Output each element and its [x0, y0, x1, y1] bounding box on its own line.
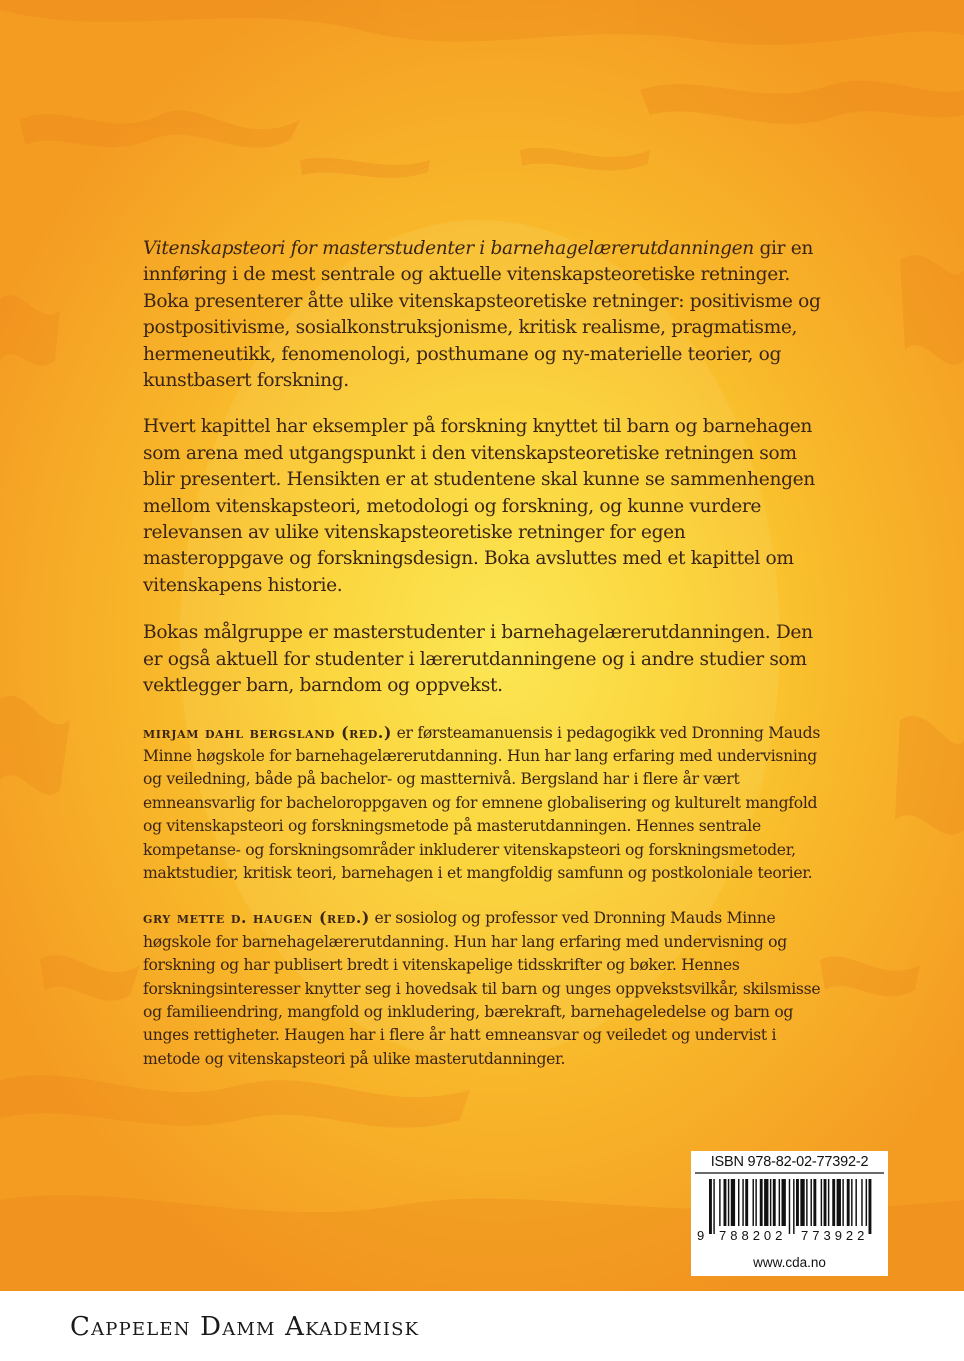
- editor-role-haugen: (red.): [312, 908, 370, 928]
- barcode-bar: [851, 1179, 852, 1226]
- isbn-digit-lead: 9: [697, 1228, 705, 1243]
- isbn-label: ISBN 978-82-02-77392-2: [710, 1154, 869, 1170]
- editor-text-haugen: er sosiolog og professor ved Dronning Mauds Minne høgskole for barnehagelærerutdanning. Hun har lang erfaring med undervisning og forskning og har publisert bredt i vitenskapelige tidsskrifter og bøker. Hennes forskningsinteresser knytter seg i hovedsak til barn og unges oppvekstsvilkår, skilsmisse og familieendring, mangfold og inkludering, bærekraft, barnehageledelse og barn og unges rettigheter. Haugen har i flere år hatt emneansvar og veiledet og undervist i metode og vitenskapsteori på ulike masterutdanninger.: [143, 909, 821, 1068]
- book-title: Vitenskapsteori for masterstudenter i barnehagelærerutdanningen: [143, 238, 754, 259]
- intro-text: gir en innføring i de mest sentrale og aktuelle vitenskapsteoretiske retninger. Boka presenterer åtte ulike vitenskapsteoretiske retninger: positivisme og postpositivisme, sosialkonstruksjonisme, kritisk realisme, pragmatisme, hermeneutikk, fenomenologi, posthumane og ny-materielle teorier, og kunstbasert forskning.: [143, 238, 821, 392]
- barcode-bar: [793, 1179, 794, 1234]
- barcode-bar: [731, 1179, 735, 1226]
- chapter-paragraph: Hvert kapittel har eksempler på forskning knyttet til barn og barnehagen som arena med utgangspunkt i den vitenskapsteoretiske retningen som blir presentert. Hensikten er at studentene skal kunne se sammenhengen mellom vitenskapsteori, metodologi og forskning, og kunne vurdere relevansen av ulike vitenskapsteoretiske retninger for egen masteroppgave og forskningsdesign. Boka avsluttes med et kapittel om vitenskapens historie.: [143, 416, 815, 596]
- editor-role-bergsland: (red.): [335, 722, 392, 742]
- isbn-digit-group-right: 773922: [801, 1228, 869, 1243]
- publisher-logo: Cappelen Damm Akademisk: [70, 1312, 420, 1342]
- barcode-bar: [738, 1179, 739, 1226]
- barcode-bar: [821, 1179, 822, 1226]
- barcode-bar: [755, 1179, 756, 1226]
- barcode-bar: [832, 1179, 835, 1226]
- barcode-bar: [811, 1179, 812, 1226]
- barcode-bar: [847, 1179, 850, 1226]
- barcode-bar: [773, 1179, 776, 1226]
- barcode-bar: [869, 1179, 872, 1234]
- editor-name-haugen: gry mette d. haugen: [143, 908, 313, 928]
- barcode-bar: [770, 1179, 771, 1226]
- barcode-bar: [753, 1179, 754, 1226]
- barcode-bar: [779, 1179, 780, 1226]
- barcode-bar: [824, 1179, 827, 1226]
- barcode-bar: [855, 1179, 856, 1226]
- barcode-bar: [782, 1179, 786, 1226]
- barcode-bar: [789, 1179, 790, 1234]
- barcode-bar: [745, 1179, 748, 1226]
- publisher-website[interactable]: www.cda.no: [753, 1255, 826, 1270]
- back-cover-text: [143, 236, 823, 1092]
- editor-text-bergsland: er førsteamanuensis i pedagogikk ved Dronning Mauds Minne høgskole for barnehagelærerutdanning. Hun har lang erfaring med undervisning og veiledning, både på bachelor- og mastternivå. Bergsland har i flere år vært emneansvarlig for bacheloroppgaven og for emnene globalisering og kulturelt mangfold og vitenskapsteori og forskningsmetode på masterutdanningen. Hennes sentrale kompetanse- og forskningsområder inkluderer vitenskapsteori og forskningsmetoder, maktstudier, kritisk teori, barnehagen i et mangfoldig samfunn og postkoloniale teorier.: [143, 723, 821, 882]
- barcode-bar: [837, 1179, 841, 1226]
- isbn-barcode: [691, 1151, 888, 1276]
- barcode-bar: [742, 1179, 743, 1226]
- barcode-bar: [728, 1179, 729, 1226]
- isbn-digit-group-left: 788202: [719, 1228, 787, 1243]
- barcode-bar: [796, 1179, 799, 1226]
- barcode-bar: [866, 1179, 867, 1226]
- barcode-bar: [719, 1179, 720, 1226]
- barcode-bar: [806, 1179, 807, 1226]
- intro-paragraph: [143, 236, 823, 394]
- barcode-bar: [709, 1179, 712, 1234]
- barcode-bar: [842, 1179, 843, 1226]
- barcode-bar: [800, 1179, 804, 1226]
- barcode-bar: [760, 1179, 763, 1226]
- editor-bio-haugen: [143, 906, 823, 1071]
- editor-bio-bergsland: [143, 721, 823, 886]
- barcode-bar: [764, 1179, 768, 1226]
- editor-name-bergsland: mirjam dahl bergsland: [143, 722, 336, 742]
- barcode-bar: [861, 1179, 862, 1226]
- audience-paragraph: Bokas målgruppe er masterstudenter i barnehagelærerutdanningen. Den er også aktuell for studenter i lærerutdanningene og i andre studier som vektlegger barn, barndom og oppvekst.: [143, 622, 813, 697]
- barcode-bar: [828, 1179, 829, 1226]
- barcode-bar: [813, 1179, 816, 1226]
- barcode-bar: [724, 1179, 727, 1226]
- barcode-bar: [713, 1179, 714, 1234]
